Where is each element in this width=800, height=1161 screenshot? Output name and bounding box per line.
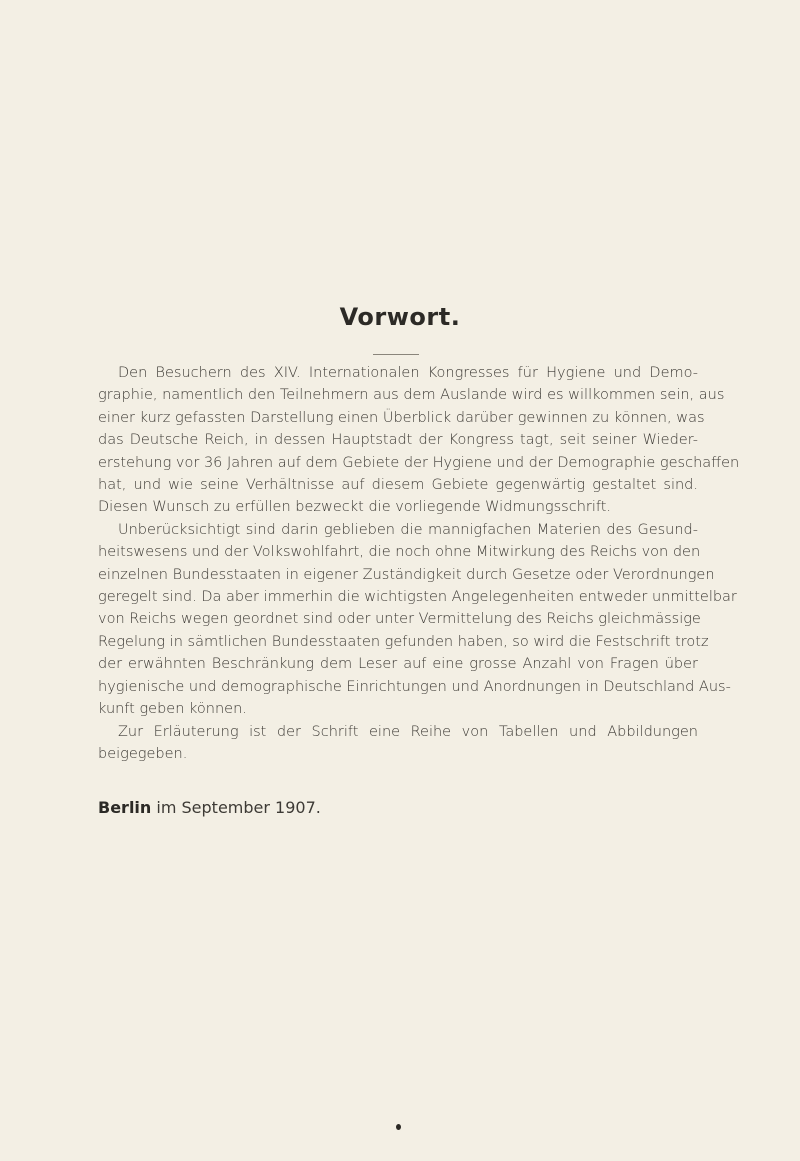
text-line: kunft geben können. [98,701,247,718]
paragraph-3 [98,721,698,766]
text-line: Den Besuchern des XIV. Internationalen Kongresses für Hygiene und Demo- [118,365,698,381]
ink-speck [396,1124,401,1130]
text-line: hat, und wie seine Verhältnisse auf diesem Gebiete gegenwärtig gestaltet sind. [98,477,698,494]
paragraph-2 [98,519,737,721]
signature-city: Berlin [98,798,152,817]
title-divider [373,354,419,355]
text-line: geregelt sind. Da aber immerhin die wichtigsten Angelegenheiten entweder unmittelbar [98,589,737,606]
text-line: Regelung in sämtlichen Bundesstaaten gefunden haben, so wird die Festschrift trotz [98,633,709,650]
text-line: heitswesens und der Volkswohlfahrt, die noch ohne Mitwirkung des Reichs von den [98,544,701,561]
paragraph-1 [98,362,740,519]
text-line: von Reichs wegen geordnet sind oder unter Vermittelung des Reichs gleichmässige [98,611,701,628]
text-line: Unberücksichtigt sind darin geblieben die mannigfachen Materien des Gesund- [118,521,698,538]
text-line: graphie, namentlich den Teilnehmern aus dem Auslande wird es willkommen sein, aus [98,387,725,404]
text-line: erstehung vor 36 Jahren auf dem Gebiete der Hygiene und der Demographie geschaffen [98,454,740,471]
signature [98,798,321,817]
text-line: Zur Erläuterung ist der Schrift eine Reihe von Tabellen und Abbildungen [118,723,698,740]
text-line: beigegeben. [98,745,188,762]
text-line: das Deutsche Reich, in dessen Hauptstadt der Kongress tagt, seit seiner Wieder- [98,432,698,449]
text-line: einzelnen Bundesstaaten in eigener Zuständigkeit durch Gesetze oder Verordnungen [98,566,715,583]
text-line: einer kurz gefassten Darstellung einen Überblick darüber gewinnen zu können, was [98,409,705,426]
text-line: Diesen Wunsch zu erfüllen bezweckt die vorliegende Widmungsschrift. [98,499,612,516]
text-line: der erwähnten Beschränkung dem Leser auf eine grosse Anzahl von Fragen über [98,656,698,673]
preface-body [98,362,740,765]
page-title: Vorwort. [339,303,461,331]
text-line: hygienische und demographische Einrichtungen und Anordnungen in Deutschland Aus- [98,678,731,695]
signature-date: im September 1907. [156,798,321,817]
